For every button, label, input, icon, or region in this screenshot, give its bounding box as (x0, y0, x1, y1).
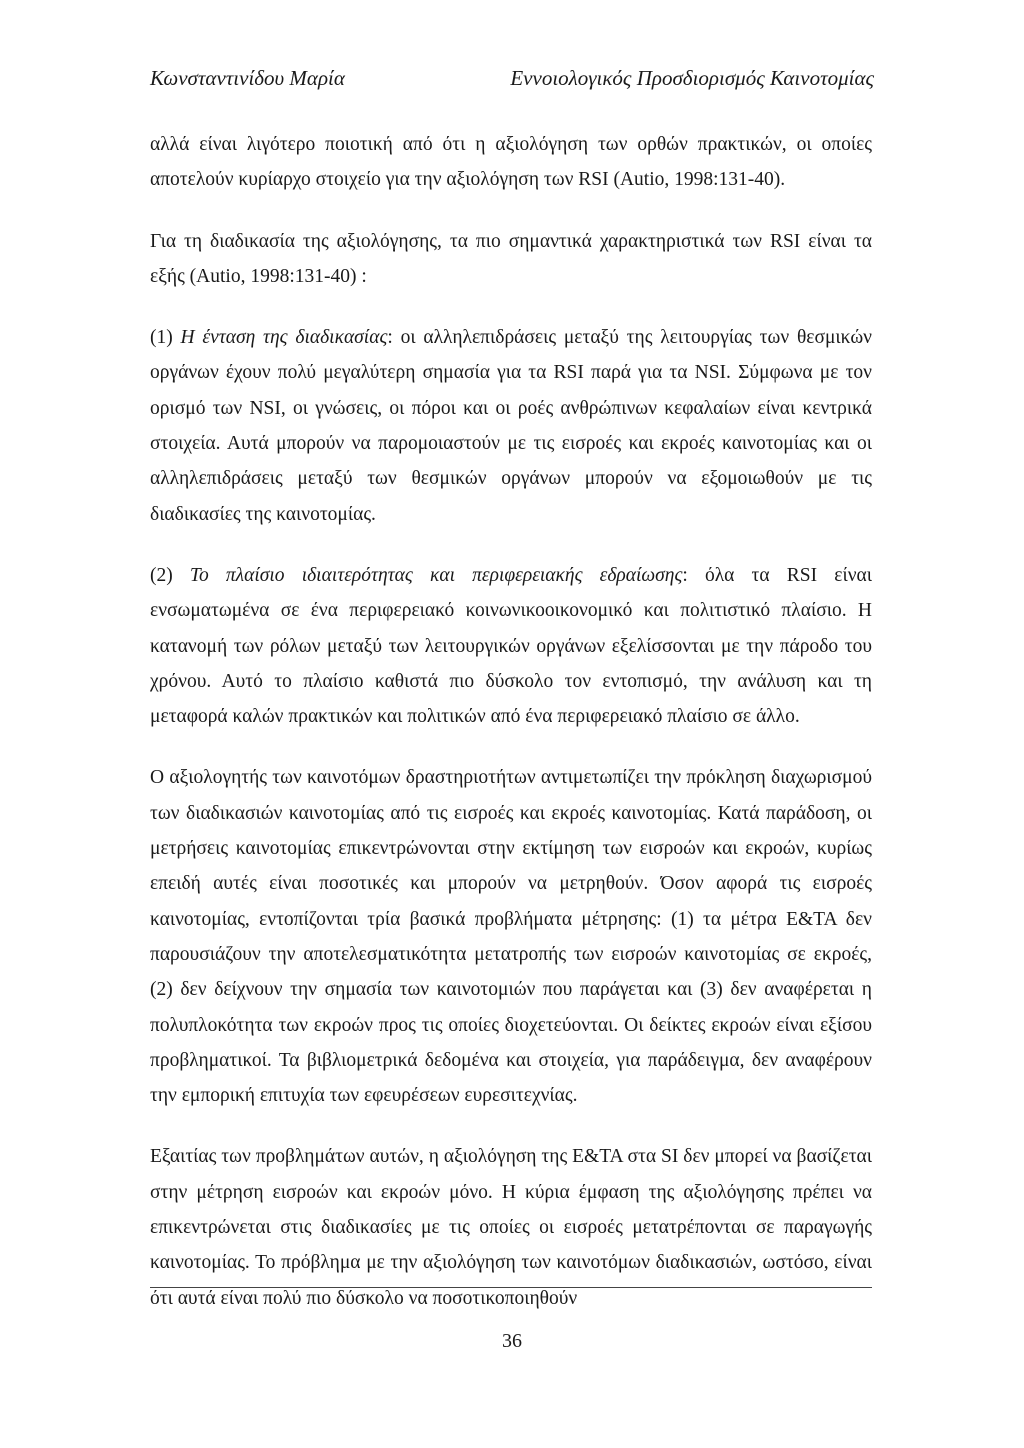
page-number: 36 (502, 1330, 522, 1352)
item-number-2: (2) (150, 564, 190, 586)
paragraph-3 (150, 320, 872, 532)
item-text-2: : όλα τα RSI είναι ενσωματωμένα σε ένα περιφερειακό κοινωνικοοικονομικό και πολιτιστικό πλαίσιο. Η κατανομή των ρόλων μεταξύ των λειτουργικών οργάνων εξελίσσονται με την πάροδο του χρόνου. Αυτό το πλαίσιο καθιστά πιο δύσκολο τον εντοπισμό, την ανάλυση και τη μεταφορά καλών πρακτικών και πολιτικών από ένα περιφερειακό πλαίσιο σε άλλο. (150, 564, 872, 728)
header-title: Εννοιολογικός Προσδιορισμός Καινοτομίας (510, 66, 874, 90)
paragraph-2: Για τη διαδικασία της αξιολόγησης, τα πιο σημαντικά χαρακτηριστικά των RSI είναι τα εξής (Autio, 1998:131-40) : (150, 230, 872, 287)
page-body (150, 127, 872, 1342)
paragraph-6: Εξαιτίας των προβλημάτων αυτών, η αξιολόγηση της Ε&ΤΑ στα SI δεν μπορεί να βασίζεται στην μέτρηση εισροών και εκροών μόνο. Η κύρια έμφαση της αξιολόγησης πρέπει να επικεντρώνεται στις διαδικασίες με τις οποίες οι εισροές μετατρέπονται σε παραγωγής καινοτομίας. Το πρόβλημα με την αξιολόγηση των καινοτόμων διαδικασιών, ωστόσο, είναι ότι αυτά είναι πολύ πιο δύσκολο να ποσοτικοποιηθούν (150, 1146, 872, 1309)
paragraph-4 (150, 558, 872, 734)
paragraph-5: Ο αξιολογητής των καινοτόμων δραστηριοτήτων αντιμετωπίζει την πρόκληση διαχωρισμού των διαδικασιών καινοτομίας από τις εισροές και εκροές καινοτομίας. Κατά παράδοση, οι μετρήσεις καινοτομίας επικεντρώνονται στην εκτίμηση των εισροών και εκροών, κυρίως επειδή αυτές είναι ποσοτικές και μπορούν να μετρηθούν. Όσον αφορά τις εισροές καινοτομίας, εντοπίζονται τρία βασικά προβλήματα μέτρησης: (1) τα μέτρα Ε&ΤΑ δεν παρουσιάζουν την αποτελεσματικότητα μετατροπής των εισροών καινοτομίας σε εκροές, (2) δεν δείχνουν την σημασία των καινοτομιών που παράγεται και (3) δεν αναφέρεται η πολυπλοκότητα των εκροών προς τις οποίες διοχετεύονται. Οι δείκτες εκροών είναι εξίσου προβληματικοί. Τα βιβλιομετρικά δεδομένα και στοιχεία, για παράδειγμα, δεν αναφέρουν την εμπορική επιτυχία των εφευρέσεων ευρεσιτεχνίας. (150, 767, 872, 1107)
footer-rule (150, 1287, 872, 1288)
item-heading-2: Το πλαίσιο ιδιαιτερότητας και περιφερειακής εδραίωσης (189, 564, 683, 586)
item-number-1: (1) (150, 327, 181, 349)
item-heading-1: Η ένταση της διαδικασίας (180, 327, 388, 349)
paragraph-1: αλλά είναι λιγότερο ποιοτική από ότι η αξιολόγηση των ορθών πρακτικών, οι οποίες αποτελούν κυρίαρχο στοιχείο για την αξιολόγηση των RSI (Autio, 1998:131-40). (150, 134, 872, 191)
page-header (150, 66, 874, 96)
header-author: Κωνσταντινίδου Μαρία (150, 66, 345, 90)
item-text-1: : οι αλληλεπιδράσεις μεταξύ της λειτουργίας των θεσμικών οργάνων έχουν πολύ μεγαλύτερη σημασία για τα RSI παρά για τα NSI. Σύμφωνα με τον ορισμό των NSI, οι γνώσεις, οι πόροι και οι ροές ανθρώπινων κεφαλαίων είναι κεντρικά στοιχεία. Αυτά μπορούν να παρομοιαστούν με τις εισροές και εκροές καινοτομίας και οι αλληλεπιδράσεις μεταξύ των θεσμικών οργάνων μπορούν να εξομοιωθούν με τις διαδικασίες της καινοτομίας. (150, 327, 872, 525)
